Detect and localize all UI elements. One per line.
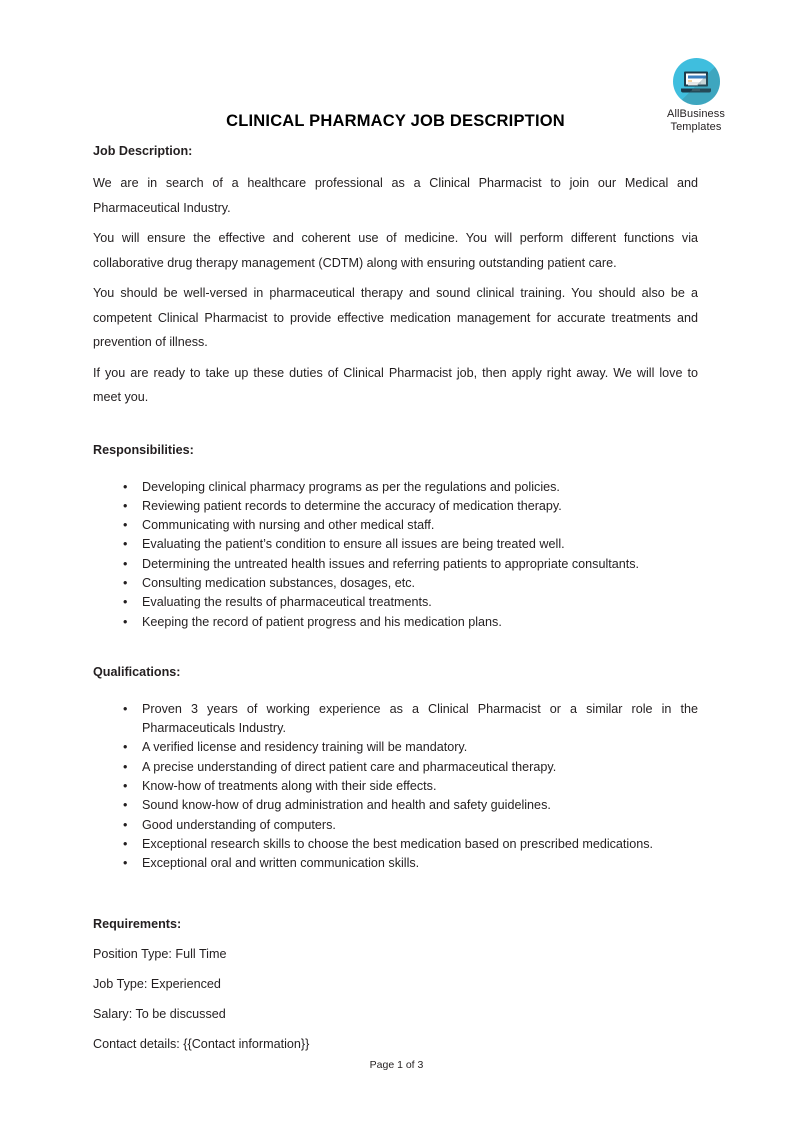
list-item: • Keeping the record of patient progress and his medication plans. [93,613,698,632]
list-item: • Exceptional oral and written communication skills. [93,854,698,873]
list-item: • A verified license and residency training will be mandatory. [93,738,698,757]
list-item: • Developing clinical pharmacy programs as per the regulations and policies. [93,478,698,497]
list-item: • Determining the untreated health issues and referring patients to appropriate consultants. [93,555,698,574]
requirement-position-type: Position Type: Full Time [93,946,227,961]
page-footer: Page 1 of 3 [369,1059,424,1071]
responsibilities-list [93,478,698,632]
job-description-paragraph: We are in search of a healthcare professional as a Clinical Pharmacist to join our Medical and Pharmaceutical Industry. [93,176,698,215]
section-heading-job-description: Job Description: [93,144,193,158]
logo-caption-line-1: AllBusiness [667,108,725,120]
job-description-paragraph: You should be well-versed in pharmaceutical therapy and sound clinical training. You should also be a competent Clinical Pharmacist to provide effective medication management for accurate treatments and prevention of illness. [93,286,698,349]
list-item: • Communicating with nursing and other medical staff. [93,516,698,535]
section-heading-qualifications: Qualifications: [93,664,181,679]
requirement-salary: Salary: To be discussed [93,1006,226,1021]
list-item: • Sound know-how of drug administration and health and safety guidelines. [93,796,698,815]
section-heading-responsibilities: Responsibilities: [93,442,194,457]
list-item: • Consulting medication substances, dosages, etc. [93,574,698,593]
list-item: • A precise understanding of direct patient care and pharmaceutical therapy. [93,758,698,777]
requirement-contact-details: Contact details: {{Contact information}} [93,1036,310,1051]
job-description-paragraph: You will ensure the effective and coherent use of medicine. You will perform different functions via collaborative drug therapy management (CDTM) along with ensuring outstanding patient care. [93,231,698,270]
section-heading-requirements: Requirements: [93,916,182,931]
logo-caption-line-2: Templates [670,121,722,133]
list-item: • Good understanding of computers. [93,816,698,835]
requirement-job-type: Job Type: Experienced [93,976,221,991]
job-description-paragraph: If you are ready to take up these duties of Clinical Pharmacist job, then apply right away. We will love to meet you. [93,365,698,404]
list-item: • Exceptional research skills to choose the best medication based on prescribed medications. [93,835,698,854]
page-title: CLINICAL PHARMACY JOB DESCRIPTION [226,112,565,130]
qualifications-list [93,700,698,874]
list-item: • Proven 3 years of working experience as a Clinical Pharmacist or a similar role in the Pharmaceuticals Industry. [93,700,698,739]
list-item: • Know-how of treatments along with their side effects. [93,777,698,796]
list-item: • Evaluating the patient’s condition to ensure all issues are being treated well. [93,535,698,554]
list-item: • Evaluating the results of pharmaceutical treatments. [93,593,698,612]
list-item: • Reviewing patient records to determine the accuracy of medication therapy. [93,497,698,516]
document-body [93,0,698,1059]
